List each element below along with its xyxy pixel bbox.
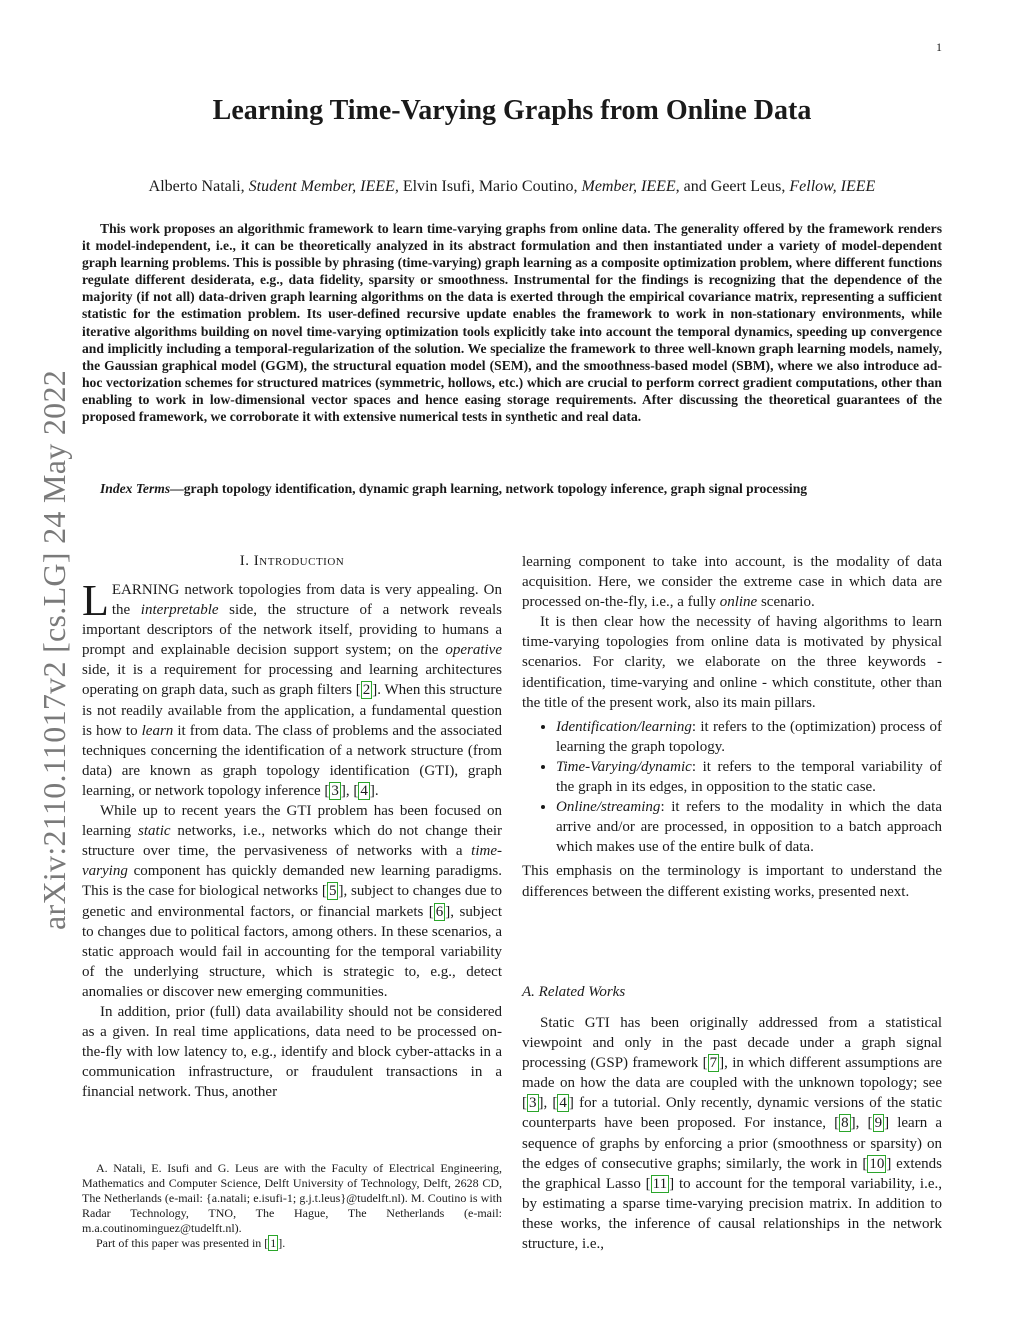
list-item: • Time-Varying/dynamic: it refers to the temporal variability of the graph in its edges, in opposition to the static case. (556, 757, 942, 797)
intro-paragraph-5: It is then clear how the necessity of having algorithms to learn time-varying topologies from online data is motivated by physical scenarios. For clarity, we elaborate on the three keywords - identification, time-varying and online - which constitute, other than the title of the present work, also its main pillars. (522, 614, 942, 711)
subsection-heading: A. Related Works (522, 984, 626, 1000)
citation-link[interactable]: 7 (709, 1055, 718, 1072)
author-3-role: Member, IEEE, (581, 178, 680, 195)
footnote-affiliations: A. Natali, E. Isufi and G. Leus are with the Faculty of Electrical Engineering, Mathematics and Computer Science, Delft University of Technology, Delft, 2628 CD, The Netherlands (e-mail: {a.natali; e.isufi-1; g.j.t.leus}@tudelft.nl). M. Coutino is with Radar Technology, TNO, The Hague, The Netherlands (e-mail: m.a.coutinominguez@tudelft.nl). (82, 1161, 502, 1235)
drop-cap: L (82, 576, 109, 625)
citation-link[interactable]: 11 (652, 1175, 668, 1192)
arxiv-identifier: arXiv:2110.11017v2 [cs.LG] 24 May 2022 (36, 369, 72, 930)
author-list (0, 178, 1024, 196)
footnote-presented: Part of this paper was presented in [ 1 ]. (96, 1236, 286, 1250)
section-heading (82, 553, 502, 570)
citation-link[interactable]: 4 (559, 1095, 567, 1112)
page-number: 1 (936, 40, 942, 54)
paper-title: Learning Time-Varying Graphs from Online Data (212, 95, 812, 126)
intro-paragraph-1: LEARNING network topologies from data is very appealing. On the interpretable side, the structure of a network reveals important descriptors of the network itself, providing to humans a prompt and explainable decision support system; on the operative side, it is a requirement for processing and learning architectures operating on graph data, such as graph filters [ 2 ]. When this structure is not readily available from the application, a fundamental question is how to learn it from data. The class of problems and the associated techniques concerning the identification of a network structure (from data) are known as graph topology identification (GTI), graph learning, or network topology inference [ 3 ], [ 4 ]. (82, 576, 503, 799)
citation-link[interactable]: 8 (841, 1115, 849, 1132)
related-paragraph: Static GTI has been originally addressed from a statistical viewpoint and only in the past decade under a graph signal processing (GSP) framework [ 7 ], in which different assumptions are made on how the data are coupled with the unknown topology; see [ 3 ], [ 4 ] for a tutorial. Only recently, dynamic versions of the static counterparts have been proposed. For instance, [ 8 ], [ 9 ] learn a sequence of graphs by enforcing a prior (smoothness or sparsity) on the edges of consecutive graphs; similarly, the work in [ 10 ] extends the graphical Lasso [ 11 ] to account for the temporal variability, i.e., by estimating a sparse time-varying precision matrix. In addition to these works, the inference of causal relationships in the network structure, i.e., (522, 1015, 943, 1253)
citation-link[interactable]: 4 (360, 782, 368, 799)
author-1-role: Student Member, IEEE, (248, 178, 399, 195)
authors-2-3: Elvin Isufi, Mario Coutino, (402, 178, 578, 195)
index-terms-label: Index Terms (100, 481, 171, 496)
citation-link[interactable]: 3 (331, 782, 339, 799)
citation-link[interactable]: 3 (529, 1095, 537, 1112)
intro-paragraph-3: In addition, prior (full) data availability should not be considered as a given. In real time applications, data need to be processed on-the-fly with low latency to, e.g., identify and block cyber-attacks in a communication infrastructure, or fraudulent transactions in a financial network. Thus, another (82, 1003, 502, 1101)
keyword-list (522, 717, 942, 858)
left-column (82, 576, 503, 1102)
abstract: This work proposes an algorithmic framework to learn time-varying graphs from online data. The generality offered by the framework renders it model-independent, i.e., it can be theoretically analyzed in its abstract formulation and then instantiated under a variety of model-dependent graph learning problems. This is possible by phrasing (time-varying) graph learning as a composite optimization problem, where different functions regulate different desiderata, e.g., data fidelity, sparsity or smoothness. Instrumental for the findings is recognizing that the dependence of the majority (if not all) data-driven graph learning algorithms on the data is exerted through the empirical covariance matrix, representing a sufficient statistic for the estimation problem. Its user-defined recursive update enables the framework to work in non-stationary environments, while iterative algorithms building on novel time-varying optimization tools explicitly take into account the temporal dynamics, speeding up convergence and implicitly including a temporal-regularization of the solution. We specialize the framework to three well-known graph learning models, namely, the Gaussian graphical model (GGM), the structural equation model (SEM), and the smoothness-based model (SBM), where we also introduce ad-hoc vectorization schemes for structured matrices (symmetric, hollows, etc.) which are crucial to perform correct gradient computations, other than enabling to work in low-dimensional vector spaces and hence easing storage requirements. After discussing the theoretical guarantees of the proposed framework, we corroborate it with extensive numerical tests in synthetic and real data. (82, 221, 942, 425)
author-4: and Geert Leus, (683, 178, 786, 195)
intro-paragraph-4: learning component to take into account, is the modality of data acquisition. Here, we consider the extreme case in which data are processed on-the-fly, i.e., a fully online scenario. (522, 554, 942, 611)
footnotes (82, 1161, 502, 1251)
citation-link[interactable]: 9 (874, 1115, 883, 1132)
citation-link[interactable]: 6 (435, 903, 444, 920)
intro-paragraph-6: This emphasis on the terminology is important to understand the differences between the different existing works, presented next. (522, 863, 942, 900)
citation-link[interactable]: 2 (362, 682, 371, 699)
section-title: Introduction (253, 553, 345, 569)
right-column (522, 552, 942, 902)
author-4-role: Fellow, IEEE (789, 178, 876, 195)
citation-link[interactable]: 1 (270, 1236, 277, 1250)
section-number: I. (239, 553, 250, 569)
list-item: • Identification/learning: it refers to the (optimization) process of learning the graph topology. (556, 717, 942, 757)
list-item: • Online/streaming: it refers to the modality in which the data arrive and/or are processed, in opposition to a batch approach which makes use of the entire bulk of data. (556, 797, 942, 857)
citation-link[interactable]: 10 (869, 1155, 885, 1172)
citation-link[interactable]: 5 (328, 883, 337, 900)
intro-paragraph-2: While up to recent years the GTI problem has been focused on learning static networks, i.e., networks which do not change their structure over time, the pervasiveness of networks with a time-varying component has quickly demanded new learning paradigms. This is the case for biological networks [ 5 ], subject to changes due to genetic and environmental factors, or financial markets [ 6 ], subject to changes due to political factors, among others. In these scenarios, a static approach would fail in accounting for the temporal variability of the underlying structure, which is strategic to, e.g., detect anomalies or discover new emerging communities. (82, 803, 503, 1000)
related-works-body (522, 1013, 942, 1254)
author-1: Alberto Natali, (148, 178, 245, 195)
index-terms-text: —graph topology identification, dynamic graph learning, network topology inference, graph signal processing (170, 481, 808, 496)
index-terms (82, 481, 942, 497)
